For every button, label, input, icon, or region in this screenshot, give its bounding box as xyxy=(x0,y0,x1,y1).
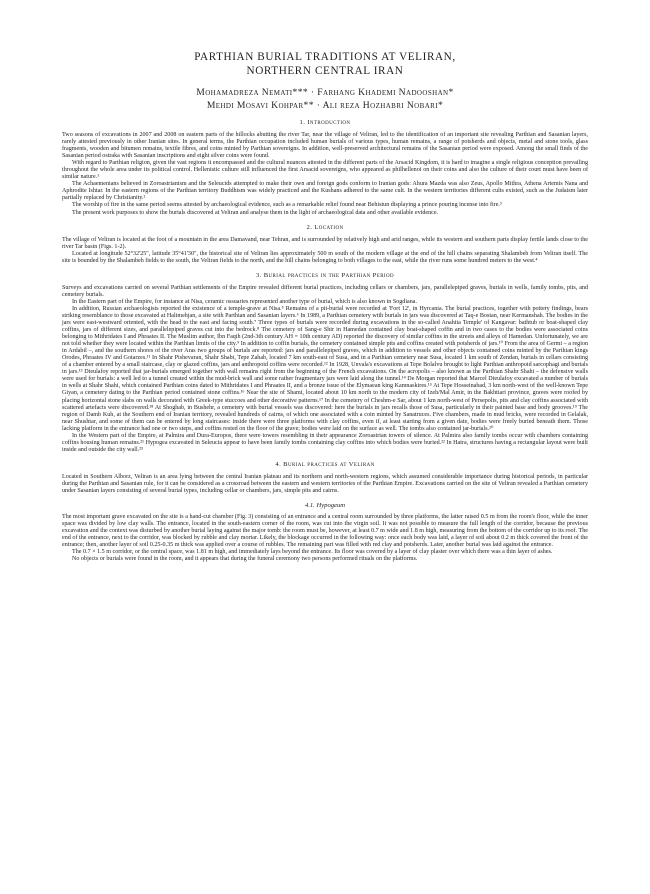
burials-paragraph-4: In the Western part of the Empire, at Palmira and Dura-Europos, there were towers resembling in their appearance Zoroastrian towers of silence. At Palmira also family tombs occur with chambers containing coffins housing human remains.²¹ Hypogea excavated in Seleucia appear to have been family tombs containing clay coffins into which bodies were buried.²² In Hatra, structures having a rectangular layout were built inside and outside the city wall.²³ xyxy=(62,432,588,453)
authors-line-2: Mehdi Mosavi Kohpar** · Ali reza Hozhabri Nobari* xyxy=(206,100,444,111)
section-heading-location: 2. Location xyxy=(306,223,344,231)
hypogeum-paragraph-1: The most important grave excavated on the site is a hand-cut chamber (Fig. 3) consisting of an entrance and a central room surrounded by three platforms, the latter raised 0.5 m from the room's floor, while the inner space was divided by low clay walls. The entrance, located in the south-eastern corner of the room, was cut into the virgin soil. It was not possible to measure the full length of the corridor, because the previous excavation and the context was disturbed by another burial laying against the major tomb: the room must be, however, at least 0.7 m wide and 1.8 m high, measuring from the bottom of the corridor up to its roof. The end of the entrance, next to the corridor, was blocked by rubble and clay mortar. Likely, the blockage occurred in the following way: once each body was laid, a layer of soil about 0.2 m thick covered the front of the entrance; then, another layer of soil 0.25-0.35 m thick was applied over a course of rubbles. The remaining part was filled with red clay and potsherds. Later, another burial was laid against the entrance. xyxy=(62,514,588,549)
section-heading-introduction: 1. Introduction xyxy=(299,119,351,126)
authors-line-1: Mohamadreza Nemati*** · Farhang Khademi Nadooshan* xyxy=(196,87,454,98)
burials-paragraph-1: Surveys and excavations carried on several Parthian settlements of the Empire revealed different burial practices, including cellars or chambers, jars, parallelepiped graves, burials in wells, family tombs, pits, and cemetery burials. xyxy=(62,284,588,298)
paper-title xyxy=(62,50,588,78)
title-line-2: NORTHERN CENTRAL IRAN xyxy=(246,65,404,77)
subsection-heading-hypogeum: 4.1. Hypogeum xyxy=(304,502,346,510)
burials-paragraph-2: In the Eastern part of the Empire, for instance at Nisa, ceramic ossuaries represented another type of burial, which is also known in Sogdiana. xyxy=(72,298,418,305)
hypogeum-paragraph-2: The 0.7 × 1.5 m corridor, or the central space, was 1.81 m high, and immediately lays beyond the entrance. Its floor was covered by a layer of clay plaster over which there was a thin layer of ashes. xyxy=(72,549,553,556)
intro-paragraph-5: The present work purposes to show the burials discovered at Veliran and analyse them in the light of archaeological data and other available evidence. xyxy=(72,209,439,216)
location-paragraph-1: The village of Veliran is located at the foot of a mountain in the area Damavand, near Tehran, and is surrounded by relatively high and arid ranges, while its western and southern parts display fertile lands close to the river Tar basin (Figs. 1-2). xyxy=(62,236,588,250)
intro-paragraph-1: Two seasons of excavations in 2007 and 2008 on eastern parts of the hillocks abutting the river Tar, near the village of Veliran, led to the identification of an important site revealing Parthian and Sasanian layers, rarely attested previously in other Iranian sites. In general terms, the Parthian occupation included human burials of various types, human remains, a range of potsherds and objects, metal and stone tools, glass fragments, wooden and bitumen remains, textile fibres, and coins minted by Parthian sovereigns. In addition, well-preserved architectural remains of the Sasanian period were exposed. Among the small finds of the Sasanian period ostraka with Sasanian inscriptions and eight silver coins were found. xyxy=(62,132,588,160)
author-list xyxy=(62,86,588,112)
intro-paragraph-4: The worship of fire in the same period seems attested by archaeological evidence, such as a remarkable relief found near Behistun displaying a prince pouring incense into fire.³ xyxy=(72,202,502,209)
burials-paragraph-3: In addition, Russian archaeologists reported the existence of a temple-grave at Nisa.⁵ Remains of a pit-burial were recorded at 'Fort 12', in Hyrcania. The burial practices, together with pottery findings, bears striking resemblance to those excavated at Halimehjan, a site with Parthian and Sasanian layers.⁶ In 1989, a Parthian cemetery with burials in jars was discovered at Taq-e Bostan, near Kermanshah. The bodies in the jars were east-westward oriented, with the head to the east and facing south.⁷ Three types of burials were recorded during excavations in the so-called Anahita Temple' of Kangavar: bathtub or boat-shaped clay coffins, jars of different sizes, and parallelepiped graves cut into the bedrock.⁸ The cemetery of Sang-e Shir in Hamedan contained clay boat-shaped coffin and in two cases to the bodies were associated coins belonging to Mithridates I and Phraates II. The Muslim author, Ibn Faqih (2nd-3th century AH = 10th century AD) reported the discovery of similar coffins in the streets and alleys of Hamedan. Unfortunately, we are not told whether they were located within the Parthian limits of the city.⁹ In addition to coffin burials, the cemetery contained simple pits and coffins created with potsherds of jars.¹⁰ From the area of Germi – a region in Ardabil –, and the southern shores of the river Aras two groups of burials are reported: jars and parallelepiped graves, which in addition to vessels and other objects contained coins minted by the Parthian kings Orodes, Phraates IV and Gotarzes.¹¹ In Shahr Pishevaran, Shahr Shabi, Tepe Zahab, located 7 km south-east of Susa, and in a Parthian cemetery near Susa, located 1 km south of Zendan, burials in cellars consisting of a chamber entered by a small staircase, clay or glazed coffins, jars and anthropoid coffins were recorded.¹² In 1928, Unvala's excavations at Tepe Bolalvu brought to light Parthian anthropoid sarcophagi and burials in jars.¹³ Dieulafoy reported that jar-burials emerged together with wall remains right from the beginning of the French excavations. On the acropolis – also known as the Parthian Shahr Shahi – the defensive walls were used for burials: a well led to a tunnel created within the mud-brick wall and some rather fragmentary jars were laid along the tunnel.¹⁴ De Morgan reported that Marcel Dieulafoy excavated a number of burials in wells at Shahr Shahi, which contained Parthian coins dated to Mithridates I and Phraates II, and a bronze issue of the Elymaean king Kamnaskires.¹⁵ At Tepe Hosseinabad, 3 km north-west of the well-known Tepe Giyan, a cemetery dating to the Parthian period contained stone coffins.¹⁶ Near the site of Shami, located about 10 km north to the modern city of Izeh/Mal Amir, in the Bakhtiari province, graves were roofed by placing horizontal stone slabs on walls decorated with Greek-type stuccoes and other decorative patterns.¹⁷ In the cemetery of Cheshm-e Sar, about 1 km north-west of Persepolis, pits and clay coffins associated with scattered artefacts were discovered.¹⁸ At Shoghab, in Bushehr, a cemetery with burial vessels was discovered: here the burials in jars recalls those of Susa, particularly in their painted base and body grooves.¹⁹ The region of Damb Kuh, at the Southern end of Iranian territory, revealed hundreds of cairns, of which one associated with a coin minted by Sanatruces. Five chambers, made in mud bricks, were recorded in Gelalak, near Shushtar, and some of them can be entered by long staircases: inside there were three platforms with clay coffins, even if, at least starting from a given date, bodies were freely buried beneath them. Those lacking platform in the entrance had one or two steps, and coffins rested on the floor of the grave; bodies were laid on the surface as well. The tombs also contained jar-burials.²⁰ xyxy=(62,305,588,432)
title-line-1: PARTHIAN BURIAL TRADITIONS AT VELIRAN, xyxy=(194,51,456,63)
location-paragraph-2: Located at longitude 52°32'25", latitude 35°41'30", the historical site of Veliran lies approximately 500 m south of the modern village at the end of the hill chains separating Shalambeh from Veliran itself. The site is bounded by the Shalambeh fields to the south, the Veliran fields to the north, and the hill chains belonging to both villages to the east, while the river runs some hundred meters to the west.⁴ xyxy=(62,250,588,264)
section-heading-veliran-burials: 4. Burial practices at Veliran xyxy=(275,460,375,468)
section-heading-parthian-burials: 3. Burial practices in the Parthian Period xyxy=(255,271,395,279)
hypogeum-paragraph-3: No objects or burials were found in the room, and it appears that during the funeral ceremony two persons performed rituals on the platforms. xyxy=(72,556,418,563)
intro-paragraph-2: With regard to Parthian religion, given the vast regions it encompassed and the cultural nuances attested in the different parts of the Arsacid Kingdom, it is hard to imagine a single religious conception prevailing throughout the whole area under its political control. Hellenistic culture still influenced the first Arsacid sovereigns, who appeared as philhellenoi on their coins and also the culture of their court must have been of similar nature.¹ xyxy=(62,160,588,181)
veliran-paragraph-1: Located in Southern Alborz, Veliran is an area lying between the central Iranian plateau and its northern and north-western regions, which assumed considerable importance during historical periods, in particular during the Parthian and Sasanian rule, for it can be considered as a crossroad between the eastern and western territories of the Parthian Empire. Excavations carried on the site of Veliran revealed a Parthian cemetery under Sasanian layers consisting of several burial types, including cellar or chambers, jars, simple pits and cairns. xyxy=(62,473,588,494)
paper-page xyxy=(62,50,588,563)
intro-paragraph-3: The Achaemenians believed in Zoroastrianism and the Seleucids attempted to make their own and foreign gods conform to Iranian gods: Ahura Mazda was also Zeus, Apollo Mithra, Athena Artemis Nana and Aphrodite Ishtar. In the eastern regions of the Parthian territory Buddhism was widely practiced and the Kushans adhered to the same cult. In the western territories different cults existed, such as the Judaism later partially replaced by Christianity.² xyxy=(62,181,588,202)
